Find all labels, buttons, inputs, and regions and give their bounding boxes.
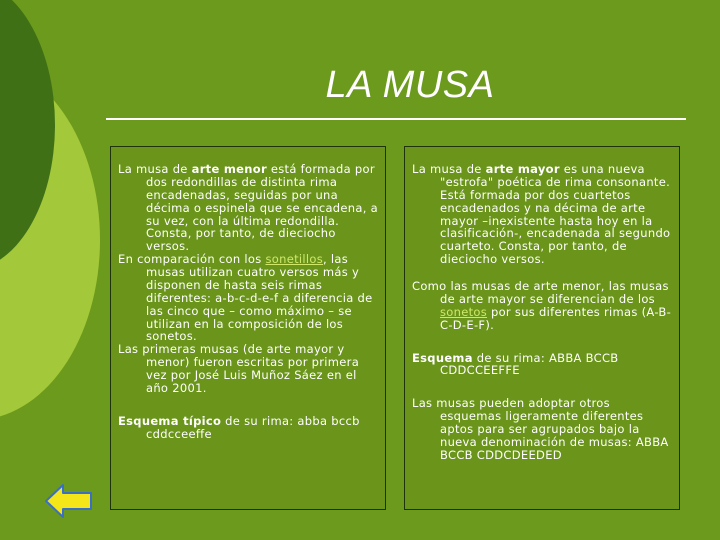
sonetos-link[interactable]: sonetos [440, 304, 488, 319]
right-p1-bold: arte mayor [485, 162, 560, 176]
left-p1-text: La musa de [118, 162, 192, 176]
left-paragraph-3: Las primeras musas (de arte mayor y menor) fueron escritas por primera vez por José Luis Muñoz Sáez en el año 2001. [118, 342, 360, 395]
left-p4-text: de su rima: abba bccb cddcceeffe [146, 413, 360, 441]
title-divider [106, 118, 686, 120]
left-text-box [110, 146, 386, 510]
sonetillos-link[interactable]: sonetillos [265, 252, 323, 267]
right-p1-text: La musa de [412, 162, 486, 176]
left-paragraph-2 [118, 253, 379, 343]
right-paragraph-4: Las musas pueden adoptar otros esquemas ligeramente diferentes aptos para ser agrupados bajo la nueva denominación de musas: ABBA BCCB CDDCDEEDED [412, 396, 669, 462]
left-p2-text-end: , las musas utilizan cuatro versos más y disponen de hasta seis rimas diferentes: a-b-c-d-e-f a diferencia de las cinco que – como máximo – se utilizan en la composición de los sonetos. [146, 252, 373, 344]
right-p1-text-end: es una nueva "estrofa" poética de rima consonante. Está formada por dos cuartetos encadenados y na décima de arte mayor –inexistente hasta hoy en la clasificación-, encadenada al segundo cuarteto. Consta, por tanto, de dieciocho versos. [440, 162, 671, 267]
slide-title: LA MUSA [325, 64, 495, 106]
left-p2-text: En comparación con los [118, 252, 266, 267]
right-paragraph-1 [412, 163, 673, 266]
right-paragraph-3 [412, 352, 673, 378]
back-button[interactable] [44, 482, 94, 520]
right-p2-text: Como las musas de arte menor, las musas de arte mayor se diferencian de los [412, 279, 669, 306]
left-p1-text-end: está formada por dos redondillas de distinta rima encadenadas, seguidas por una décima o espinela que se encadena, a su vez, con la última redondilla. Consta, por tanto, de dieciocho versos. [146, 162, 378, 254]
left-p1-bold: arte menor [191, 162, 267, 176]
right-p3-bold: Esquema [412, 350, 473, 365]
right-p2-text-end: por sus diferentes rimas (A-B-C-D-E-F). [440, 304, 672, 332]
left-paragraph-4 [118, 415, 379, 441]
right-text-box [404, 146, 680, 510]
right-paragraph-2 [412, 280, 673, 332]
right-p3-text: de su rima: ABBA BCCB CDDCCEEFFE [440, 350, 619, 378]
back-arrow-icon [44, 482, 94, 520]
left-paragraph-1 [118, 163, 379, 253]
left-p4-bold: Esquema típico [118, 413, 222, 428]
